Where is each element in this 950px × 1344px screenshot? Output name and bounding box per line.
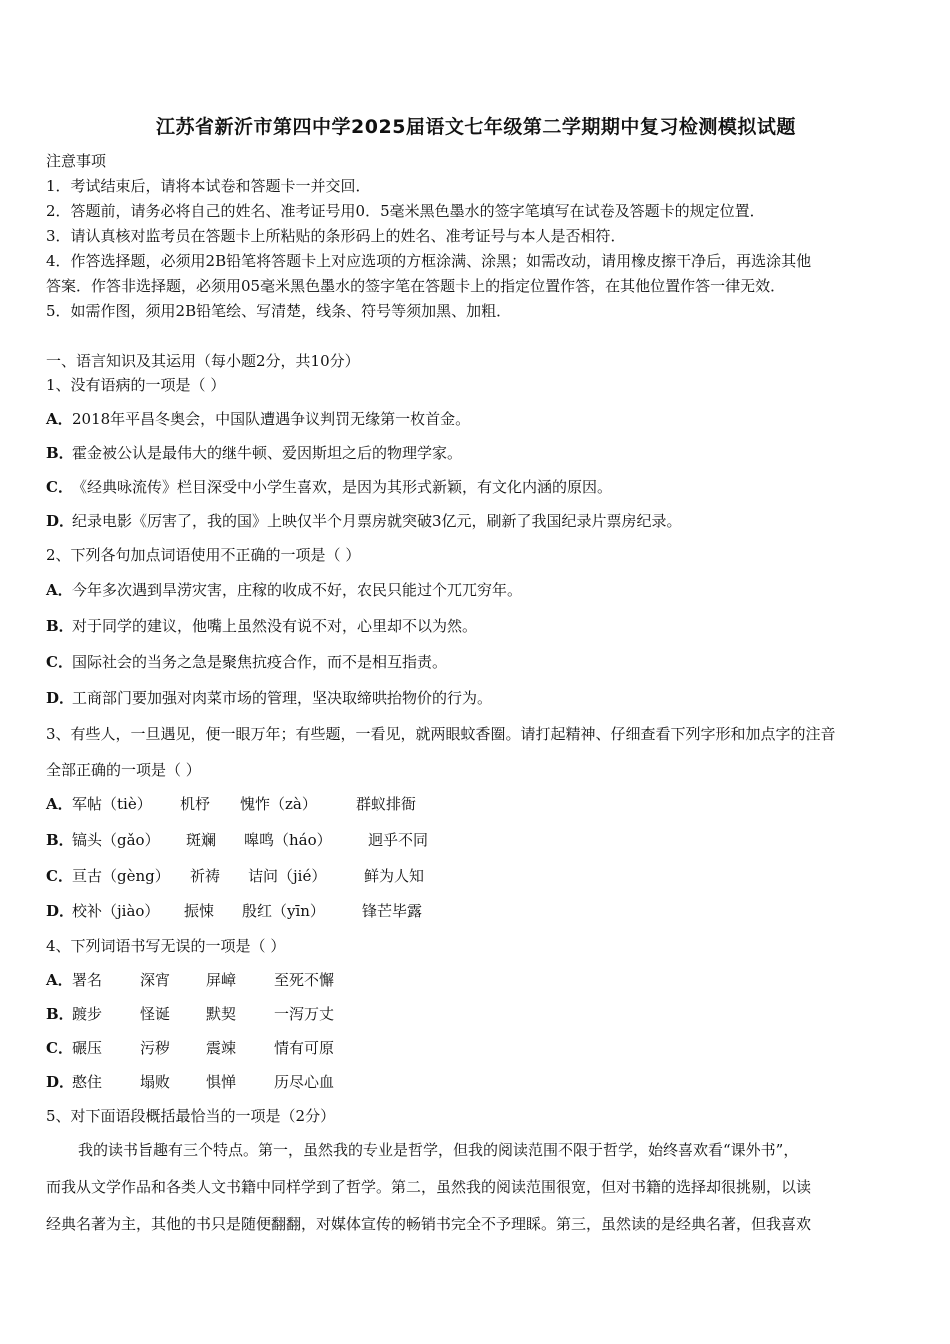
option-text: 2018年平昌冬奥会，中国队遭遇争议判罚无缘第一枚首金。 [72,410,471,428]
option-line [46,830,428,850]
notice-item: 5．如需作图，须用2B铅笔绘、写清楚，线条、符号等须加黑、加粗． [46,302,512,320]
option-cell: 深宵 [140,971,171,989]
option-line [46,1072,334,1092]
option-cell: 屏嶂 [206,971,237,989]
option-text: 工商部门要加强对肉菜市场的管理，坚决取缔哄抬物价的行为。 [72,689,493,707]
option-cell: 历尽心血 [274,1073,335,1091]
option-cell: 情有可原 [274,1039,335,1057]
option-line [46,866,424,886]
option-cell: 至死不懈 [274,971,335,989]
option-text: 《经典咏流传》栏目深受中小学生喜欢，是因为其形式新颖，有文化内涵的原因。 [72,478,613,496]
option-letter: D． [46,689,75,707]
option-cell: 机杼 [180,795,211,813]
option-cell: 军帖（tiè） [72,795,152,813]
option-cell: 斑斓 [186,831,217,849]
notice-heading: 注意事项 [46,152,107,170]
option-line [46,901,422,921]
option-letter: B． [46,444,74,462]
option-letter: A． [46,581,73,599]
option-text: 国际社会的当务之急是聚焦抗疫合作，而不是相互指责。 [72,653,448,671]
option-cell: 塌败 [140,1073,171,1091]
option-cell: 惧惮 [206,1073,237,1091]
notice-item: 答案．作答非选择题，必须用05毫米黑色墨水的签字笔在答题卡上的指定位置作答，在其他位置作答一律无效． [46,277,786,295]
option-cell: 殷红（yīn） [242,902,325,920]
option-cell: 锋芒毕露 [362,902,423,920]
question-stem: 4、下列词语书写无误的一项是（ ） [46,937,286,955]
option-letter: C． [46,653,73,671]
option-cell: 振悚 [184,902,215,920]
option-cell: 震竦 [206,1039,237,1057]
option-cell: 碾压 [72,1039,103,1057]
passage-line: 我的读书旨趣有三个特点。第一，虽然我的专业是哲学，但我的阅读范围不限于哲学，始终喜欢看“课外书”， [78,1141,799,1159]
option-cell: 署名 [72,971,103,989]
option-cell: 一泻万丈 [274,1005,335,1023]
option-line [46,1004,334,1024]
option-line [46,409,470,429]
option-cell: 校补（jiào） [72,902,160,920]
option-line [46,511,682,531]
option-cell: 鲜为人知 [364,867,425,885]
option-cell: 迥乎不同 [368,831,429,849]
option-text: 霍金被公认是最伟大的继牛顿、爱因斯坦之后的物理学家。 [72,444,463,462]
option-line [46,794,416,814]
option-line [46,477,612,497]
option-letter: B． [46,617,74,635]
option-cell: 愧怍（zà） [240,795,317,813]
question-stem: 1、没有语病的一项是（ ） [46,376,226,394]
option-text: 今年多次遇到旱涝灾害，庄稼的收成不好，农民只能过个兀兀穷年。 [72,581,523,599]
option-cell: 怪诞 [140,1005,171,1023]
option-cell: 污秽 [140,1039,171,1057]
option-letter: D． [46,1073,75,1091]
option-letter: D． [46,902,75,920]
section-heading: 一、语言知识及其运用（每小题2分，共10分） [46,352,360,370]
question-stem: 2、下列各句加点词语使用不正确的一项是（ ） [46,546,361,564]
option-text: 对于同学的建议，他嘴上虽然没有说不对，心里却不以为然。 [72,617,478,635]
passage-line: 而我从文学作品和各类人文书籍中同样学到了哲学。第二，虽然我的阅读范围很宽，但对书籍的选择却很挑剔，以读 [46,1178,812,1196]
notice-item: 4．作答选择题，必须用2B铅笔将答题卡上对应选项的方框涂满、涂黑；如需改动，请用橡皮擦干净后，再选涂其他 [46,252,812,270]
option-letter: C． [46,1039,73,1057]
option-cell: 憨住 [72,1073,103,1091]
option-cell: 镐头（gǎo） [72,831,160,849]
option-letter: C． [46,867,73,885]
notice-item: 3．请认真核对监考员在答题卡上所粘贴的条形码上的姓名、准考证号与本人是否相符． [46,227,626,245]
option-letter: A． [46,971,73,989]
option-letter: C． [46,478,73,496]
option-text: 纪录电影《厉害了，我的国》上映仅半个月票房就突破3亿元，刷新了我国纪录片票房纪录。 [72,512,682,530]
option-cell: 群蚁排衙 [356,795,417,813]
question-stem: 5、对下面语段概括最恰当的一项是（2分） [46,1107,336,1125]
option-cell: 祈祷 [190,867,221,885]
option-cell: 亘古（gèng） [72,867,170,885]
exam-title: 江苏省新沂市第四中学2025届语文七年级第二学期期中复习检测模拟试题 [156,116,796,138]
option-line [46,688,492,708]
option-letter: B． [46,1005,74,1023]
option-letter: B． [46,831,74,849]
question-stem: 3、有些人，一旦遇见，便一眼万年；有些题，一看见，就两眼蚊香圈。请打起精神、仔细查看下列字形和加点字的注音 [46,725,836,743]
option-cell: 踱步 [72,1005,103,1023]
question-stem-continued: 全部正确的一项是（ ） [46,761,201,779]
option-line [46,970,334,990]
notice-item: 1．考试结束后，请将本试卷和答题卡一并交回． [46,177,371,195]
option-cell: 诘问（jié） [248,867,327,885]
option-line [46,616,477,636]
option-line [46,580,522,600]
option-line [46,652,447,672]
option-letter: D． [46,512,75,530]
notice-item: 2．答题前，请务必将自己的姓名、准考证号用0．5毫米黑色墨水的签字笔填写在试卷及答题卡的规定位置． [46,202,765,220]
option-letter: A． [46,410,73,428]
option-cell: 默契 [206,1005,237,1023]
option-cell: 嗥鸣（háo） [244,831,332,849]
passage-line: 经典名著为主，其他的书只是随便翻翻，对媒体宣传的畅销书完全不予理睬。第三，虽然读的是经典名著，但我喜欢 [46,1215,812,1233]
option-line [46,1038,334,1058]
option-letter: A． [46,795,73,813]
option-line [46,443,462,463]
